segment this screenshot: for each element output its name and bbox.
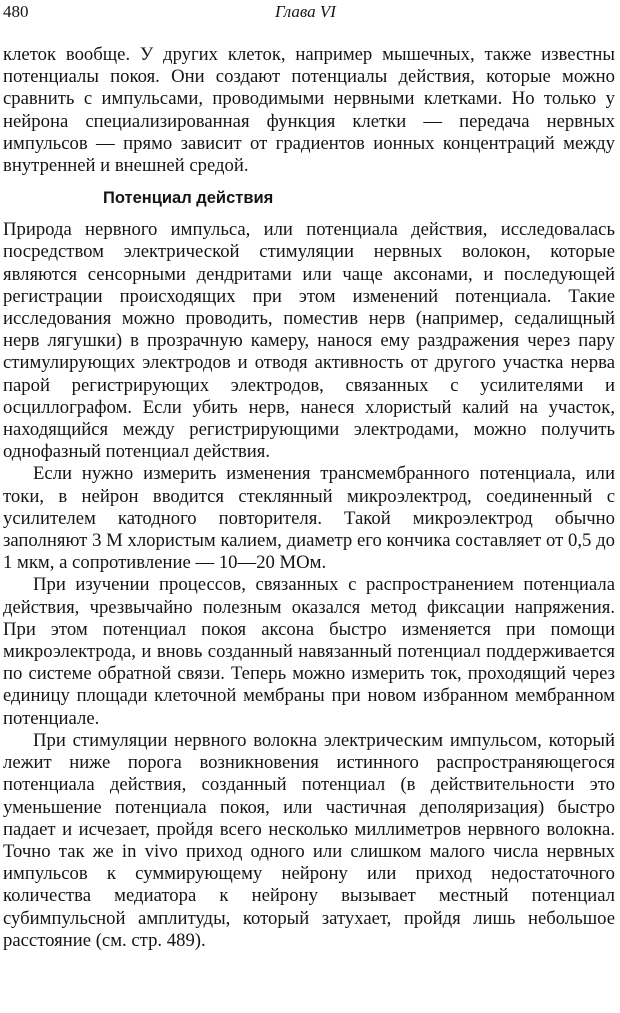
- page-number: 480: [3, 2, 29, 21]
- body-text: [3, 44, 615, 952]
- paragraph: Если нужно измерить изменения трансмембранного потенциала, или токи, в нейрон вводится стеклянный микроэлектрод, соединенный с усилителем катодного повторителя. Такой микроэлектрод обычно заполняют 3 М хлористым калием, диаметр его кончика составляет от 0,5 до 1 мкм, а сопротивление — 10—20 МОм.: [3, 463, 615, 574]
- paragraph-continued: клеток вообще. У других клеток, например мышечных, также известны потенциалы покоя. Они создают потенциалы действия, которые можно сравнить с импульсами, проводимыми нервными клетками. Но только у нейрона специализированная функция клетки — передача нервных импульсов — прямо зависит от градиентов ионных концентраций между внутренней и внешней средой.: [3, 44, 615, 177]
- section-heading: Потенциал действия: [103, 189, 274, 208]
- paragraph: При изучении процессов, связанных с распространением потенциала действия, чрезвычайно полезным оказался метод фиксации напряжения. При этом потенциал покоя аксона быстро изменяется при помощи микроэлектрода, и вновь созданный навязанный потенциал поддерживается по системе обратной связи. Теперь можно измерить ток, проходящий через единицу площади клеточной мембраны при новом избранном мембранном потенциале.: [3, 574, 615, 729]
- page-header: [3, 2, 615, 26]
- paragraph: Природа нервного импульса, или потенциала действия, исследовалась посредством электрической стимуляции нервных волокон, которые являются сенсорными дендритами или чаще аксонами, и последующей регистрации происходящих при этом изменений потенциала. Такие исследования можно проводить, поместив нерв (например, седалищный нерв лягушки) в прозрачную камеру, нанося ему раздражения через пару стимулирующих электродов и отводя активность от другого участка нерва парой регистрирующих электродов, связанных с усилителями и осциллографом. Если убить нерв, нанеся хлористый калий на участок, находящийся между регистрирующими электродами, можно получить однофазный потенциал действия.: [3, 219, 615, 463]
- paragraph: При стимуляции нервного волокна электрическим импульсом, который лежит ниже порога возникновения истинного распространяющегося потенциала действия, созданный потенциал (в действительности это уменьшение потенциала покоя, или частичная деполяризация) быстро падает и исчезает, пройдя всего несколько миллиметров нервного волокна. Точно так же in vivo приход одного или слишком малого числа нервных импульсов к суммирующему нейрону или приход недостаточного количества медиатора к нейрону вызывает местный потенциал субимпульсной амплитуды, который затухает, пройдя лишь небольшое расстояние (см. стр. 489).: [3, 729, 615, 951]
- running-head: Глава VI: [275, 2, 336, 21]
